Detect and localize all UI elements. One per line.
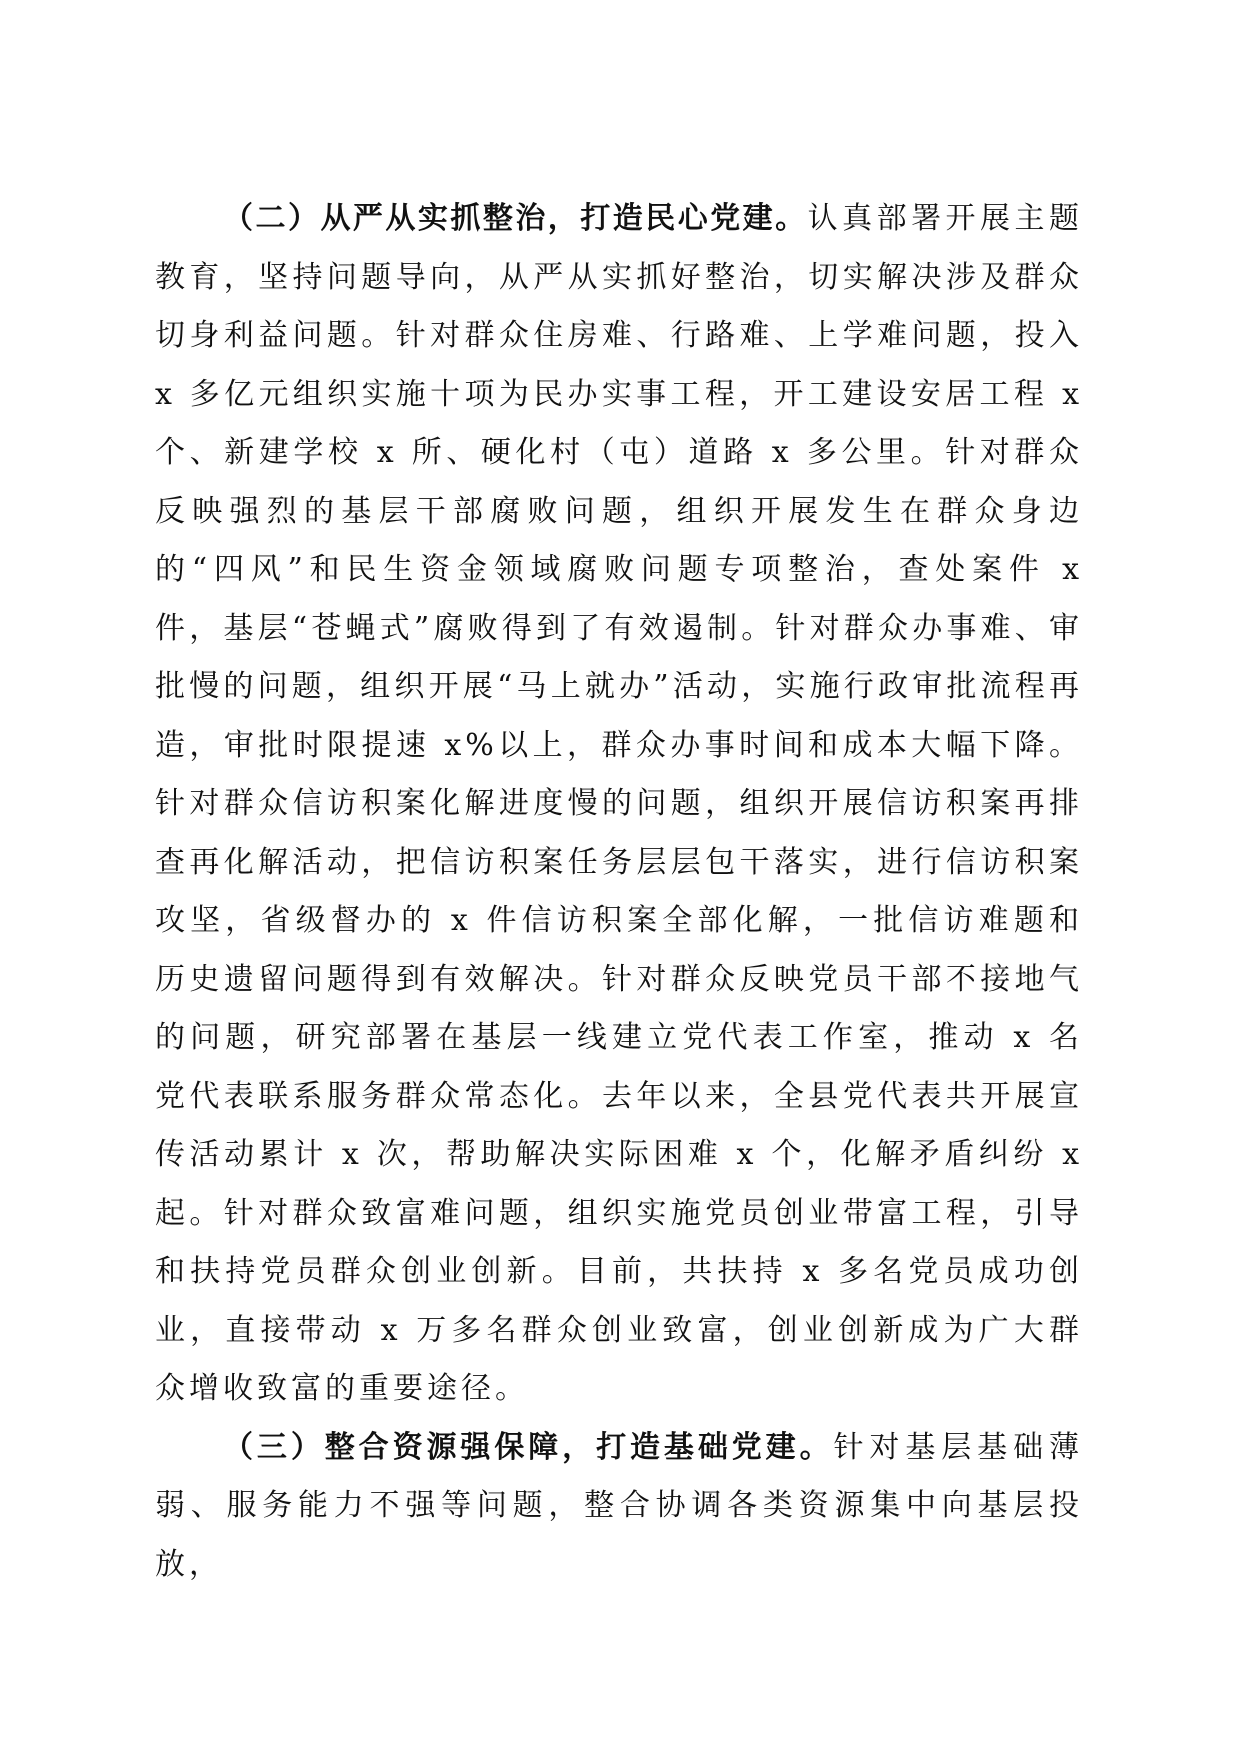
paragraph-3	[155, 1419, 1083, 1595]
paragraph-2	[155, 190, 1083, 1419]
paragraph-heading: （三）整合资源强保障，打造基础党建。	[223, 1429, 834, 1465]
paragraph-heading: （二）从严从实抓整治，打造民心党建。	[223, 201, 808, 236]
document-body	[155, 190, 1083, 1594]
paragraph-text: 认真部署开展主题教育，坚持问题导向，从严从实抓好整治，切实解决涉及群众切身利益问题。针对群众住房难、行路难、上学难问题，投入 x 多亿元组织实施十项为民办实事工程，开工建设安居工程 x 个、新建学校 x 所、硬化村（屯）道路 x 多公里。针对群众反映强烈的基层干部腐败问题，组织开展发生在群众身边的“四风”和民生资金领域腐败问题专项整治，查处案件 x 件，基层“苍蝇式”腐败得到了有效遏制。针对群众办事难、审批慢的问题，组织开展“马上就办”活动，实施行政审批流程再造，审批时限提速 x%以上，群众办事时间和成本大幅下降。针对群众信访积案化解进度慢的问题，组织开展信访积案再排查再化解活动，把信访积案任务层层包干落实，进行信访积案攻坚，省级督办的 x 件信访积案全部化解，一批信访难题和历史遗留问题得到有效解决。针对群众反映党员干部不接地气的问题，研究部署在基层一线建立党代表工作室，推动 x 名党代表联系服务群众常态化。去年以来，全县党代表共开展宣传活动累计 x 次，帮助解决实际困难 x 个，化解矛盾纠纷 x 起。针对群众致富难问题，组织实施党员创业带富工程，引导和扶持党员群众创业创新。目前，共扶持 x 多名党员成功创业，直接带动 x 万多名群众创业致富，创业创新成为广大群众增收致富的重要途径。	[155, 201, 1084, 1406]
paragraph-text: 针对基层基础薄弱、服务能力不强等问题，整合协调各类资源集中向基层投放，	[155, 1429, 1083, 1582]
